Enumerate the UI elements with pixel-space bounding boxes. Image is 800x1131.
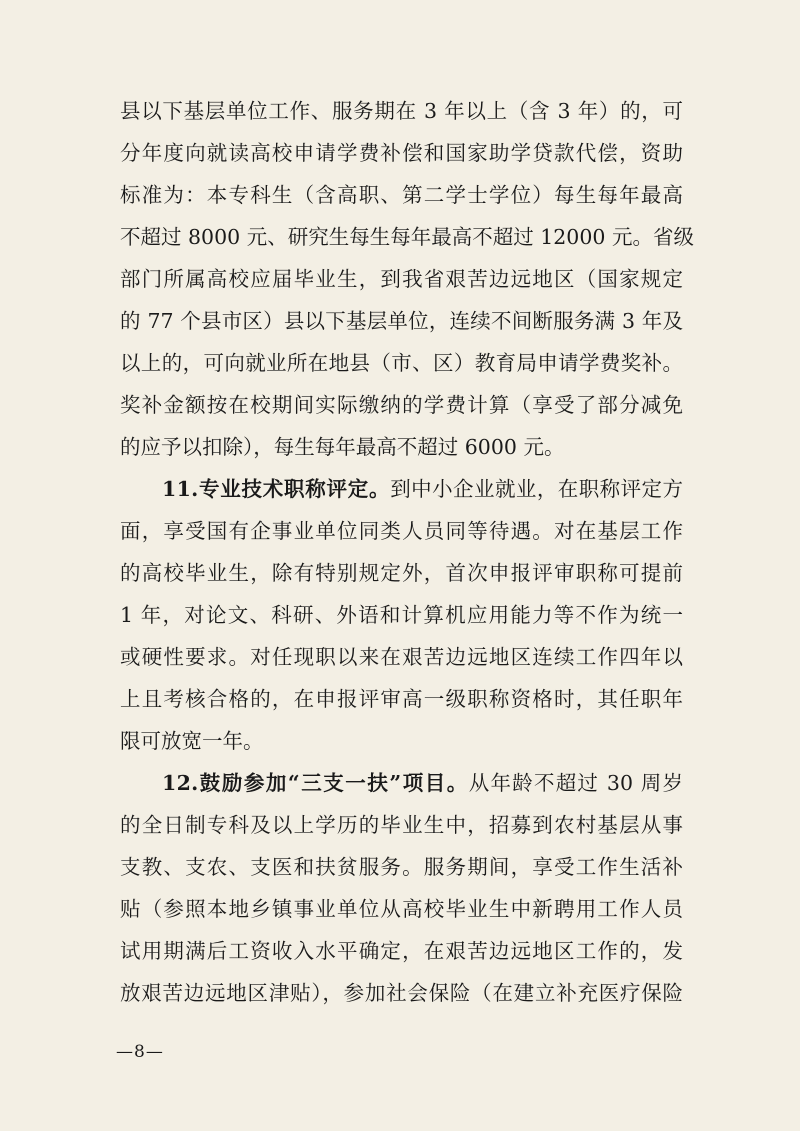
paragraph-line: 的全日制专科及以上学历的毕业生中，招募到农村基层从事	[120, 813, 683, 837]
paragraph-line: 部门所属高校应届毕业生，到我省艰苦边远地区（国家规定	[120, 267, 683, 291]
section-12-heading: 12.鼓励参加“三支一扶”项目。	[162, 771, 469, 795]
paragraph-line: 放艰苦边远地区津贴），参加社会保险（在建立补充医疗保险	[120, 981, 683, 1005]
section-12-first-line	[120, 768, 683, 798]
section-11-heading: 11.专业技术职称评定。	[162, 477, 391, 501]
paragraph-line: 试用期满后工资收入水平确定，在艰苦边远地区工作的，发	[120, 939, 683, 963]
paragraph-line: 支教、支农、支医和扶贫服务。服务期间，享受工作生活补	[120, 855, 683, 879]
paragraph-line: 分年度向就读高校申请学费补偿和国家助学贷款代偿，资助	[120, 141, 683, 165]
paragraph-line: 的应予以扣除），每生每年最高不超过 6000 元。	[120, 435, 565, 459]
paragraph-line: 的高校毕业生，除有特别规定外，首次申报评审职称可提前	[120, 561, 683, 585]
paragraph-line: 1 年，对论文、科研、外语和计算机应用能力等不作为统一	[120, 603, 683, 627]
section-12-first-line-text: 从年龄不超过 30 周岁	[468, 771, 683, 795]
paragraph-line: 奖补金额按在校期间实际缴纳的学费计算（享受了部分减免	[120, 393, 683, 417]
paragraph-line: 的 77 个县市区）县以下基层单位，连续不间断服务满 3 年及	[120, 309, 683, 333]
page-number: —8—	[116, 1042, 164, 1062]
section-11-first-line	[120, 474, 683, 504]
paragraph-line: 面，享受国有企事业单位同类人员同等待遇。对在基层工作	[120, 519, 683, 543]
paragraph-line: 县以下基层单位工作、服务期在 3 年以上（含 3 年）的，可	[120, 99, 683, 123]
section-11-first-line-text: 到中小企业就业，在职称评定方	[390, 477, 684, 501]
paragraph-line: 限可放宽一年。	[120, 729, 264, 753]
paragraph-line: 贴（参照本地乡镇事业单位从高校毕业生中新聘用工作人员	[120, 897, 683, 921]
paragraph-line: 标准为：本专科生（含高职、第二学士学位）每生每年最高	[120, 183, 683, 207]
paragraph-line: 不超过 8000 元、研究生每生每年最高不超过 12000 元。省级	[120, 225, 694, 249]
paragraph-line: 或硬性要求。对任现职以来在艰苦边远地区连续工作四年以	[120, 645, 683, 669]
paragraph-line: 以上的，可向就业所在地县（市、区）教育局申请学费奖补。	[120, 351, 683, 375]
paragraph-line: 上且考核合格的，在申报评审高一级职称资格时，其任职年	[120, 687, 683, 711]
